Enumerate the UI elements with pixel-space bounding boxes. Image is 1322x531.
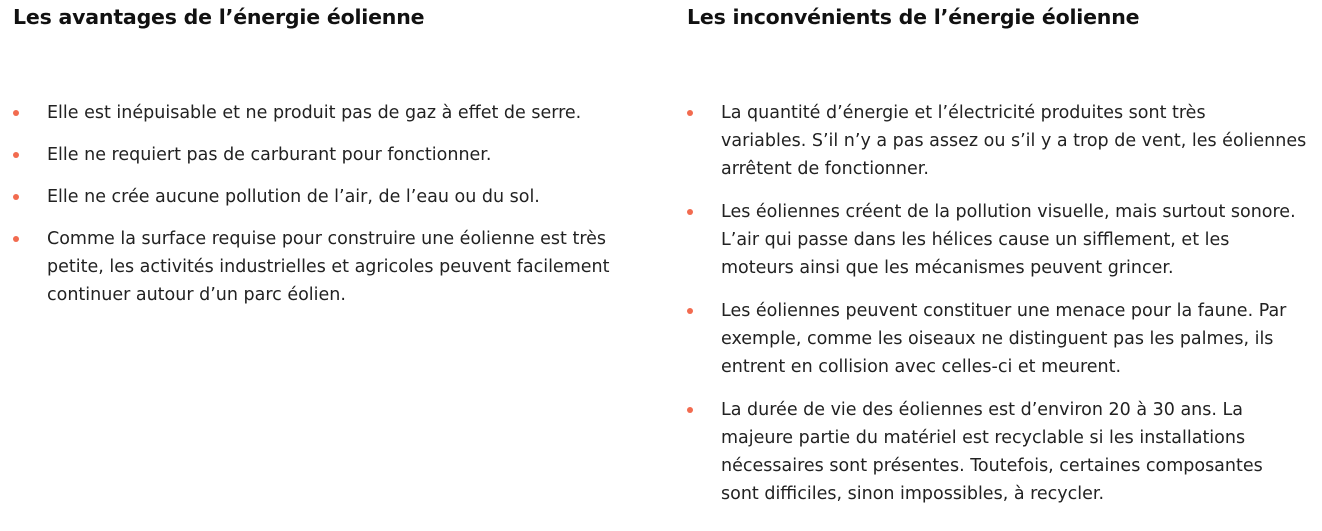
list-item-text: Elle est inépuisable et ne produit pas de gaz à effet de serre. bbox=[47, 103, 582, 123]
list-item bbox=[687, 99, 1317, 183]
bullet-icon bbox=[687, 110, 693, 116]
disadvantages-section bbox=[687, 0, 1317, 504]
list-item bbox=[13, 141, 653, 169]
list-item bbox=[687, 198, 1317, 282]
advantages-list bbox=[13, 99, 653, 323]
disadvantages-heading: Les inconvénients de l’énergie éolienne bbox=[687, 5, 1140, 29]
bullet-icon bbox=[687, 209, 693, 215]
list-item-text: Comme la surface requise pour construire une éolienne est très petite, les activités industrielles et agricoles peuvent facilement continuer autour d’un parc éolien. bbox=[47, 229, 610, 305]
list-item-text: Elle ne crée aucune pollution de l’air, de l’eau ou du sol. bbox=[47, 187, 540, 207]
list-item bbox=[13, 225, 653, 309]
disadvantages-list bbox=[687, 99, 1317, 523]
list-item-text: Les éoliennes peuvent constituer une menace pour la faune. Par exemple, comme les oiseaux ne distinguent pas les palmes, ils entrent en collision avec celles-ci et meurent. bbox=[721, 301, 1287, 377]
bullet-icon bbox=[13, 110, 19, 116]
list-item bbox=[13, 99, 653, 127]
list-item-text: Les éoliennes créent de la pollution visuelle, mais surtout sonore. L’air qui passe dans les hélices cause un sifflement, et les moteurs ainsi que les mécanismes peuvent grincer. bbox=[721, 202, 1296, 278]
bullet-icon bbox=[13, 236, 19, 242]
advantages-heading: Les avantages de l’énergie éolienne bbox=[13, 5, 425, 29]
list-item-text: La durée de vie des éoliennes est d’environ 20 à 30 ans. La majeure partie du matériel est recyclable si les installations nécessaires sont présentes. Toutefois, certaines composantes sont difficiles, sinon impossibles, à recycler. bbox=[721, 400, 1263, 504]
bullet-icon bbox=[13, 194, 19, 200]
bullet-icon bbox=[687, 407, 693, 413]
list-item-text: Elle ne requiert pas de carburant pour fonctionner. bbox=[47, 145, 492, 165]
list-item bbox=[687, 396, 1317, 508]
list-item bbox=[687, 297, 1317, 381]
advantages-section bbox=[13, 0, 653, 305]
list-item-text: La quantité d’énergie et l’électricité produites sont très variables. S’il n’y a pas assez ou s’il y a trop de vent, les éoliennes arrêtent de fonctionner. bbox=[721, 103, 1307, 179]
bullet-icon bbox=[13, 152, 19, 158]
bullet-icon bbox=[687, 308, 693, 314]
list-item bbox=[13, 183, 653, 211]
